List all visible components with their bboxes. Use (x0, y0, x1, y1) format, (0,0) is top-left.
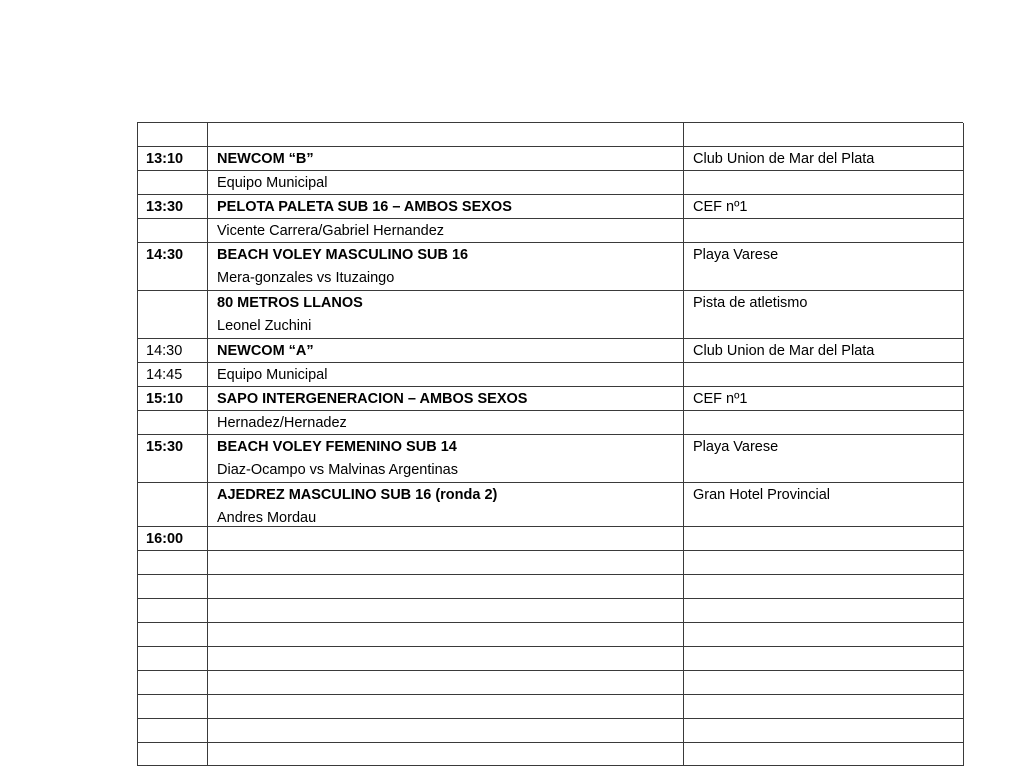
venue-cell: CEF nº1 (684, 387, 964, 411)
time-cell (137, 551, 208, 575)
time-cell (137, 575, 208, 599)
table-row (138, 599, 964, 623)
event-participants: Leonel Zuchini (217, 318, 312, 334)
event-cell (208, 147, 684, 171)
event-cell (208, 527, 684, 551)
event-cell (208, 671, 684, 695)
venue-cell (684, 363, 964, 387)
event-title: AJEDREZ MASCULINO SUB 16 (ronda 2) (217, 487, 498, 503)
event-cell (208, 291, 684, 339)
time-cell (137, 743, 208, 766)
event-cell (208, 387, 684, 411)
time-cell (137, 647, 208, 671)
table-row (138, 483, 964, 527)
event-cell (208, 123, 684, 147)
event-participants: Andres Mordau (217, 510, 317, 526)
table-row (138, 243, 964, 291)
event-cell (208, 195, 684, 219)
venue-cell: Club Union de Mar del Plata (684, 339, 964, 363)
table-row (138, 647, 964, 671)
event-cell (208, 363, 684, 387)
venue-cell (684, 743, 964, 766)
event-cell (208, 171, 684, 195)
table-row (138, 411, 964, 435)
venue-cell (684, 623, 964, 647)
event-participants: Diaz-Ocampo vs Malvinas Argentinas (217, 462, 458, 478)
event-cell (208, 575, 684, 599)
table-row (138, 719, 964, 743)
venue-cell (684, 575, 964, 599)
venue-cell (684, 219, 964, 243)
venue-cell (684, 599, 964, 623)
event-title: NEWCOM “B” (217, 151, 314, 167)
table-row (138, 171, 964, 195)
event-cell (208, 599, 684, 623)
venue-cell (684, 647, 964, 671)
table-row (138, 291, 964, 339)
event-participants: Mera-gonzales vs Ituzaingo (217, 270, 395, 286)
venue-cell (684, 171, 964, 195)
venue-cell (684, 527, 964, 551)
event-cell (208, 339, 684, 363)
venue-cell: CEF nº1 (684, 195, 964, 219)
time-cell: 15:30 (137, 435, 208, 483)
event-title: SAPO INTERGENERACION – AMBOS SEXOS (217, 391, 528, 407)
table-row (138, 575, 964, 599)
venue-cell (684, 671, 964, 695)
table-row (138, 695, 964, 719)
time-cell (137, 695, 208, 719)
table-row (138, 551, 964, 575)
schedule-table (137, 122, 963, 765)
table-row (138, 195, 964, 219)
event-title: Hernadez/Hernadez (217, 415, 347, 431)
event-title: 80 METROS LLANOS (217, 295, 363, 311)
time-cell (137, 123, 208, 147)
venue-cell: Club Union de Mar del Plata (684, 147, 964, 171)
event-cell (208, 551, 684, 575)
time-cell (137, 291, 208, 339)
venue-cell: Playa Varese (684, 243, 964, 291)
table-row (138, 527, 964, 551)
table-row (138, 123, 964, 147)
event-cell (208, 483, 684, 527)
event-cell (208, 411, 684, 435)
event-cell (208, 647, 684, 671)
event-cell (208, 219, 684, 243)
time-cell (137, 671, 208, 695)
venue-cell (684, 551, 964, 575)
table-row (138, 623, 964, 647)
venue-cell (684, 411, 964, 435)
venue-cell (684, 123, 964, 147)
venue-cell: Playa Varese (684, 435, 964, 483)
event-cell (208, 695, 684, 719)
event-cell (208, 243, 684, 291)
table-row (138, 363, 964, 387)
table-row (138, 219, 964, 243)
time-cell: 13:10 (137, 147, 208, 171)
time-cell (137, 411, 208, 435)
event-cell (208, 719, 684, 743)
time-cell: 13:30 (137, 195, 208, 219)
table-row (138, 743, 964, 766)
event-title: BEACH VOLEY FEMENINO SUB 14 (217, 439, 457, 455)
time-cell: 14:30 (137, 339, 208, 363)
event-title: PELOTA PALETA SUB 16 – AMBOS SEXOS (217, 199, 512, 215)
time-cell (137, 219, 208, 243)
venue-cell: Gran Hotel Provincial (684, 483, 964, 527)
time-cell: 16:00 (137, 527, 208, 551)
event-cell (208, 435, 684, 483)
time-cell (137, 599, 208, 623)
time-cell (137, 483, 208, 527)
event-title: Equipo Municipal (217, 367, 328, 383)
table-row (138, 671, 964, 695)
table-row (138, 435, 964, 483)
event-cell (208, 623, 684, 647)
venue-cell (684, 719, 964, 743)
time-cell (137, 171, 208, 195)
venue-cell (684, 695, 964, 719)
time-cell: 15:10 (137, 387, 208, 411)
table-row (138, 147, 964, 171)
event-title: NEWCOM “A” (217, 343, 314, 359)
time-cell: 14:45 (137, 363, 208, 387)
event-title: BEACH VOLEY MASCULINO SUB 16 (217, 247, 469, 263)
table-row (138, 387, 964, 411)
event-title: Vicente Carrera/Gabriel Hernandez (217, 223, 445, 239)
venue-cell: Pista de atletismo (684, 291, 964, 339)
event-title: Equipo Municipal (217, 175, 328, 191)
time-cell (137, 623, 208, 647)
event-cell (208, 743, 684, 766)
time-cell: 14:30 (137, 243, 208, 291)
time-cell (137, 719, 208, 743)
table-row (138, 339, 964, 363)
